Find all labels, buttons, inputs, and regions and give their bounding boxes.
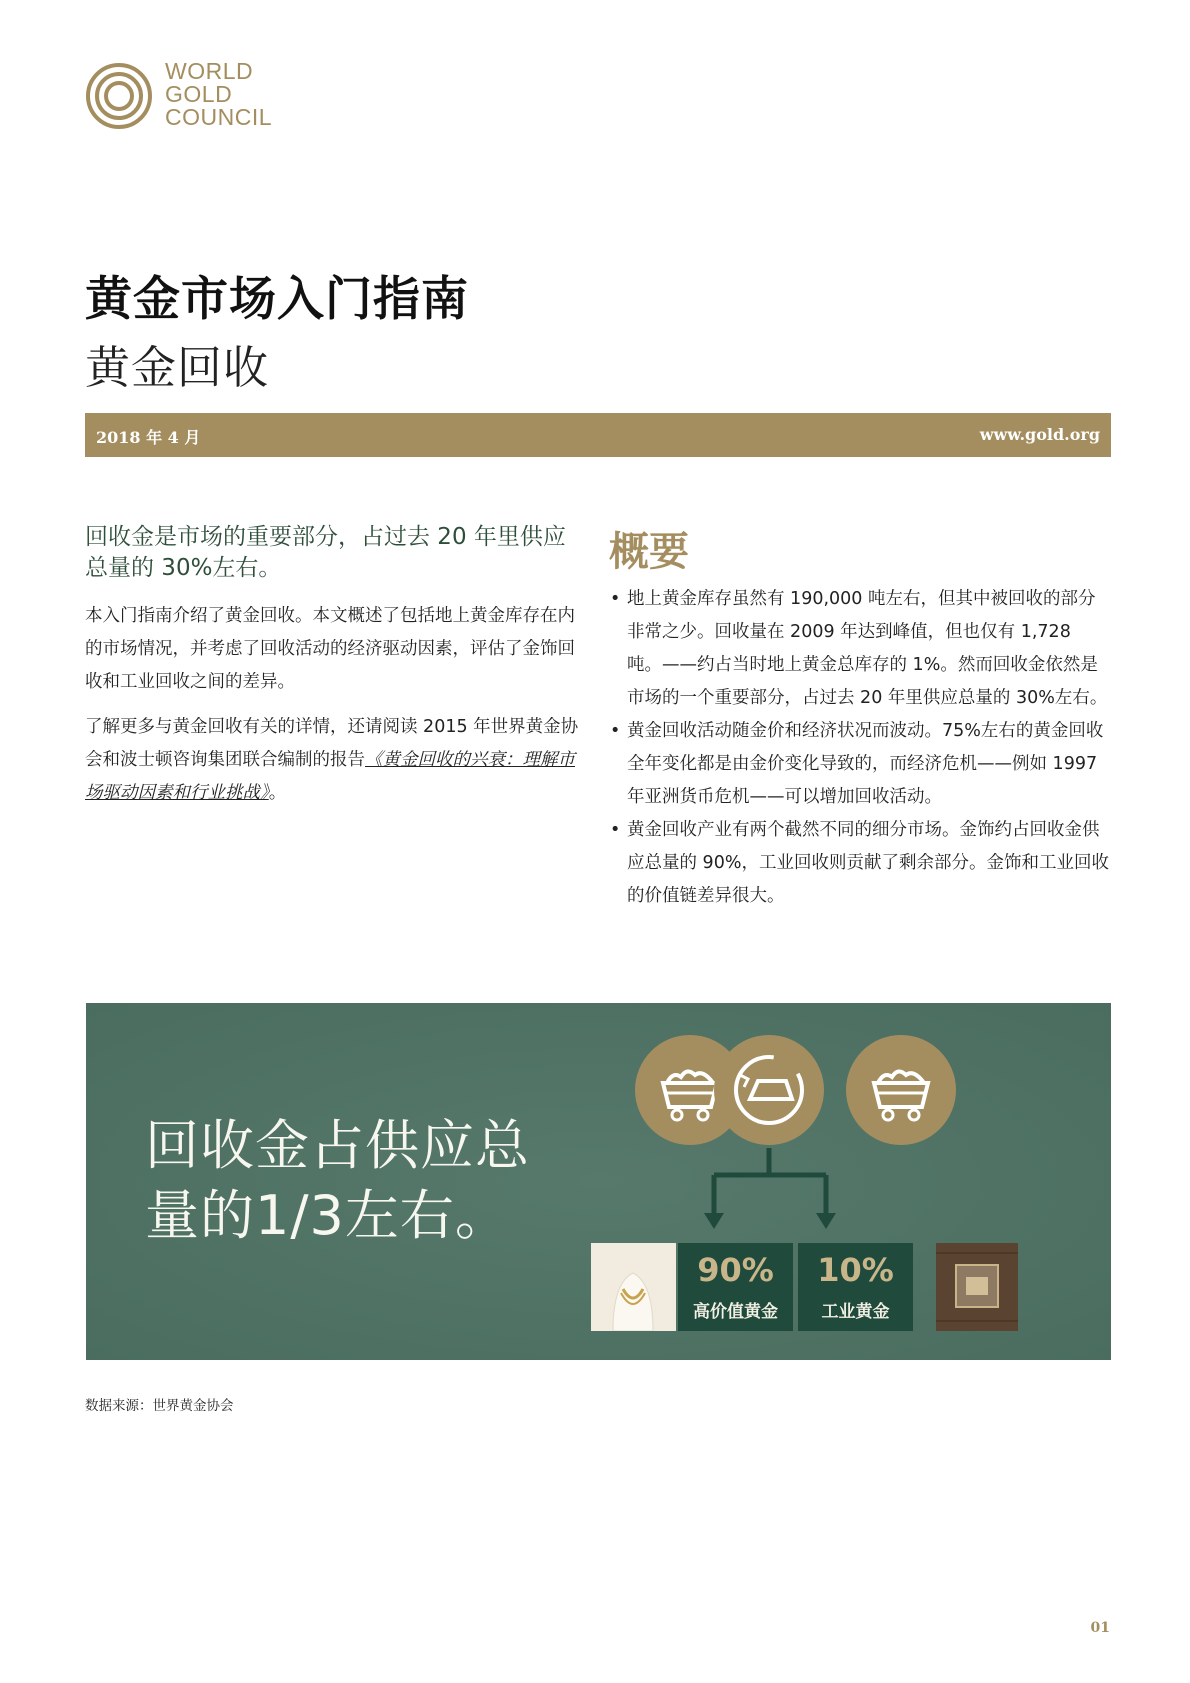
wordmark-line-2: GOLD (165, 81, 233, 107)
page-title: 黄金市场入门指南 (85, 272, 469, 327)
report-link[interactable]: 《黄金回收的兴衰：理解市场驱动因素和行业挑战》 (85, 750, 575, 803)
site-url[interactable]: www.gold.org (979, 425, 1100, 444)
summary-bullet: • 黄金回收产业有两个截然不同的细分市场。金饰约占回收金供应总量的 90%，工业回收则贡献了剩余部分。金饰和工业回收的价值链差异很大。 (610, 814, 1110, 913)
high-value-percent: 90% (697, 1251, 774, 1289)
wgc-logo (85, 60, 305, 140)
intro-p2-end: 。 (268, 783, 287, 803)
data-source: 数据来源：世界黄金协会 (85, 1398, 234, 1414)
wgc-rings-icon (85, 62, 153, 130)
lead-statement: 回收金是市场的重要部分，占过去 20 年里供应总量的 30%左右。 (85, 524, 566, 581)
summary-bullet: • 黄金回收活动随金价和经济状况而波动。75%左右的黄金回收全年变化都是由金价变化导致的，而经济危机——例如 1997 年亚洲货币危机——可以增加回收活动。 (610, 715, 1110, 814)
wgc-wordmark (165, 60, 272, 129)
high-value-label: 高价值黄金 (693, 1302, 778, 1322)
industrial-gold-tile (798, 1243, 913, 1331)
intro-paragraph-2 (85, 711, 585, 810)
industrial-percent: 10% (817, 1251, 894, 1289)
necklace-icon (591, 1243, 676, 1331)
chip-icon (936, 1243, 1018, 1331)
publish-date: 2018 年 4 月 (96, 428, 201, 447)
high-value-gold-tile (678, 1243, 793, 1331)
header-band (85, 413, 1111, 457)
industrial-label: 工业黄金 (821, 1302, 890, 1322)
infographic-banner (86, 1003, 1111, 1360)
headline-line-2: 量的1/3左右。 (145, 1184, 510, 1247)
jewellery-photo (591, 1243, 676, 1331)
summary-heading: 概要 (609, 529, 689, 575)
wordmark-line-1: WORLD (165, 58, 254, 84)
intro-p2-text: 了解更多与黄金回收有关的详情，还请阅读 2015 年世界黄金协会和波士顿咨询集团联合编制的报告 (85, 717, 579, 770)
circuit-chip-photo (936, 1243, 1018, 1331)
wordmark-line-3: COUNCIL (165, 104, 273, 130)
page-subtitle: 黄金回收 (85, 341, 270, 394)
intro-paragraph-1: 本入门指南介绍了黄金回收。本文概述了包括地上黄金库存在内的市场情况，并考虑了回收活动的经济驱动因素，评估了金饰回收和工业回收之间的差异。 (85, 606, 575, 692)
page-number: 01 (1090, 1620, 1110, 1636)
summary-list (610, 583, 1110, 913)
summary-bullet: • 地上黄金库存虽然有 190,000 吨左右，但其中被回收的部分非常之少。回收量在 2009 年达到峰值，但也仅有 1,728 吨。——约占当时地上黄金总库存的 1%。然而回收金依然是市场的一个重要部分，占过去 20 年里供应总量的 30%左右。 (610, 583, 1110, 715)
headline-line-1: 回收金占供应总 (145, 1114, 530, 1177)
